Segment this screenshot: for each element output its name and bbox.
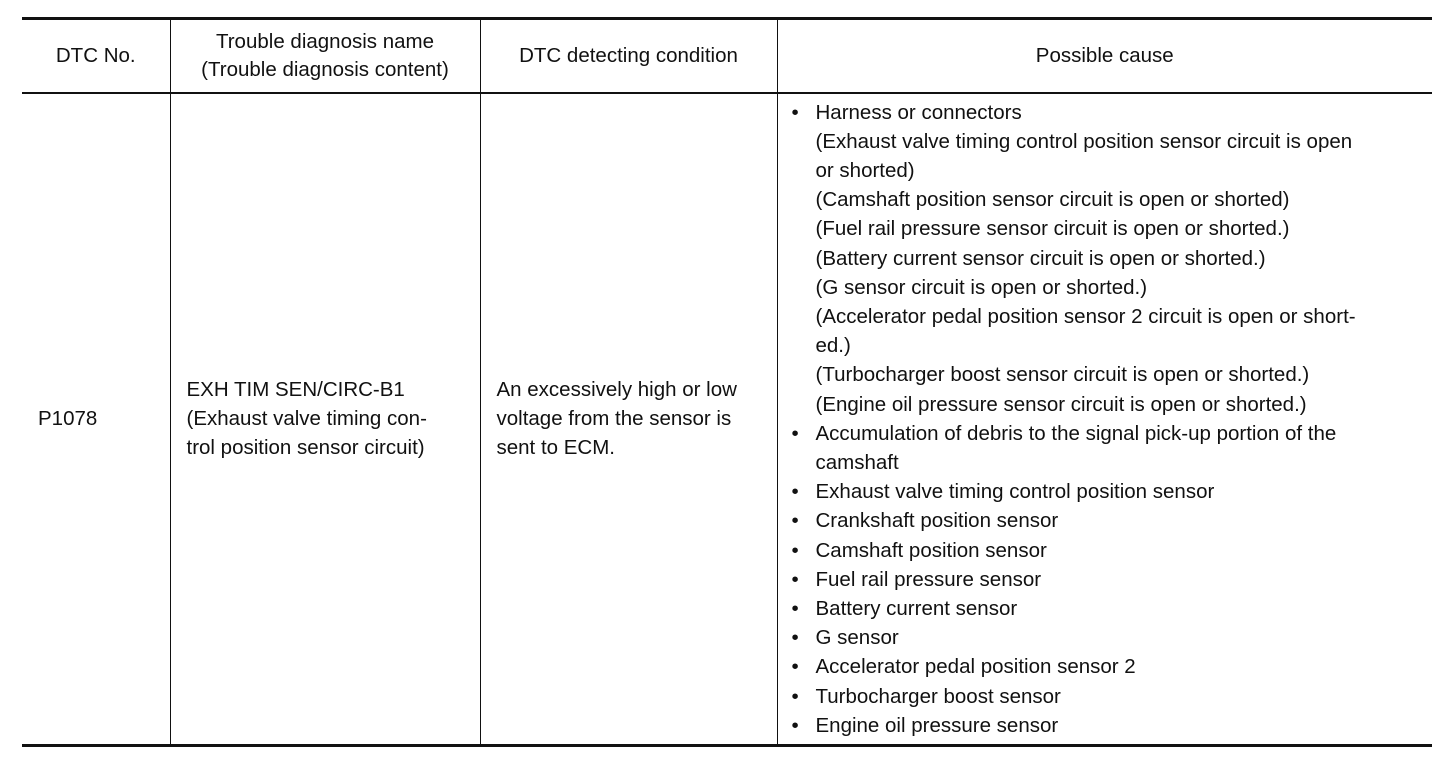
cause-label: Battery current sensor: [815, 596, 1018, 620]
bullet-icon: •: [791, 480, 799, 504]
dtc-no-cell: P1078: [22, 93, 170, 746]
header-trouble-name: [170, 19, 480, 93]
possible-cause-list: [790, 98, 1423, 740]
header-condition: DTC detecting condition: [480, 19, 777, 93]
list-item: [790, 506, 1423, 535]
cause-detail: (Turbocharger boost sensor circuit is open or shorted.): [815, 363, 1310, 387]
list-item: [790, 682, 1423, 711]
trouble-name-line: (Exhaust valve timing con-: [186, 407, 427, 431]
list-item: [790, 536, 1423, 565]
cause-detail: camshaft: [815, 450, 899, 474]
cause-detail: (Camshaft position sensor circuit is open or shorted): [815, 188, 1290, 212]
condition-line: voltage from the sensor is: [496, 407, 732, 431]
bullet-icon: •: [791, 538, 799, 562]
list-item: [790, 623, 1423, 652]
list-item: [790, 419, 1423, 477]
header-possible-cause: Possible cause: [777, 19, 1432, 93]
header-trouble-name-line1: Trouble diagnosis name: [215, 29, 435, 53]
bullet-icon: •: [791, 655, 799, 679]
header-row: [22, 19, 1432, 93]
cause-detail: (Battery current sensor circuit is open or shorted.): [815, 246, 1266, 270]
bullet-icon: •: [791, 509, 799, 533]
possible-cause-cell: [777, 93, 1432, 746]
trouble-name-line: EXH TIM SEN/CIRC-B1: [186, 377, 405, 401]
list-item: [790, 594, 1423, 623]
list-item: [790, 652, 1423, 681]
condition-cell: [480, 93, 777, 746]
trouble-name-line: trol position sensor circuit): [186, 436, 425, 460]
condition-line: sent to ECM.: [496, 436, 615, 460]
header-dtc-no: DTC No.: [22, 19, 170, 93]
cause-label: Engine oil pressure sensor: [815, 713, 1059, 737]
cause-label: G sensor: [815, 626, 899, 650]
cause-detail: (Exhaust valve timing control position sensor circuit is open: [815, 129, 1353, 153]
cause-label: Accelerator pedal position sensor 2: [815, 655, 1136, 679]
cause-label: Exhaust valve timing control position sensor: [815, 480, 1215, 504]
bullet-icon: •: [791, 684, 799, 708]
list-item: [790, 565, 1423, 594]
cause-detail: (Fuel rail pressure sensor circuit is open or shorted.): [815, 217, 1290, 241]
cause-label: Accumulation of debris to the signal pick-up portion of the: [815, 421, 1337, 445]
cause-label: Turbocharger boost sensor: [815, 684, 1061, 708]
cause-detail: or shorted): [815, 158, 915, 182]
list-item: [790, 711, 1423, 740]
table-row: [22, 93, 1432, 746]
trouble-name-cell: [170, 93, 480, 746]
condition-line: An excessively high or low: [496, 377, 737, 401]
cause-detail: ed.): [815, 334, 851, 358]
header-trouble-name-line2: (Trouble diagnosis content): [201, 57, 449, 81]
bullet-icon: •: [791, 596, 799, 620]
bullet-icon: •: [791, 713, 799, 737]
cause-label: Harness or connectors: [815, 100, 1022, 124]
bullet-icon: •: [791, 567, 799, 591]
dtc-table: [22, 17, 1432, 747]
cause-label: Camshaft position sensor: [815, 538, 1047, 562]
cause-label: Crankshaft position sensor: [815, 509, 1059, 533]
bullet-icon: •: [791, 626, 799, 650]
bullet-icon: •: [791, 100, 799, 124]
list-item: [790, 98, 1423, 419]
cause-detail: (Engine oil pressure sensor circuit is open or shorted.): [815, 392, 1307, 416]
bullet-icon: •: [791, 421, 799, 445]
list-item: [790, 477, 1423, 506]
cause-label: Fuel rail pressure sensor: [815, 567, 1042, 591]
cause-detail: (G sensor circuit is open or shorted.): [815, 275, 1148, 299]
cause-detail: (Accelerator pedal position sensor 2 circuit is open or short-: [815, 304, 1356, 328]
